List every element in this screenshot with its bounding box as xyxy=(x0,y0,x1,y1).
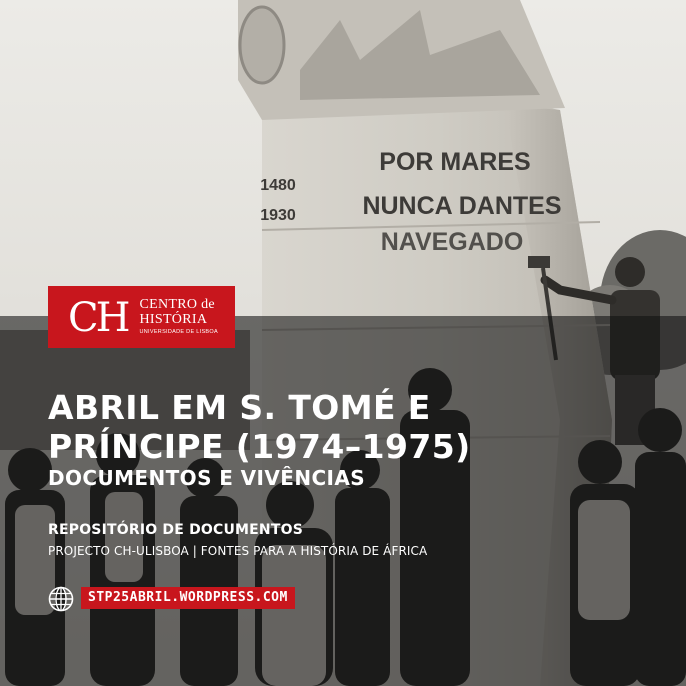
page-title: ABRIL EM S. TOMÉ E PRÍNCIPE (1974–1975) xyxy=(48,388,471,466)
logo-line-2: HISTÓRIA xyxy=(139,312,208,328)
page-subtitle: DOCUMENTOS E VIVÊNCIAS xyxy=(48,466,366,490)
monument-inscription-3: NAVEGADO xyxy=(380,228,524,256)
dark-overlay xyxy=(0,316,686,686)
monument-inscription-2: NUNCA DANTES xyxy=(362,192,562,220)
logo-wordmark xyxy=(140,298,218,336)
monument-year-end: 1930 xyxy=(260,207,296,224)
logo-mark: CH xyxy=(68,295,128,341)
logo-line-3: UNIVERSIDADE DE LISBOA xyxy=(139,329,218,336)
monument-year-start: 1480 xyxy=(260,177,296,194)
repository-subtitle: PROJECTO CH-ULISBOA | FONTES PARA A HISTÓRIA DE ÁFRICA xyxy=(48,544,428,558)
centro-de-historia-logo xyxy=(48,286,235,348)
coat-of-arms-relief xyxy=(240,7,284,83)
website-link[interactable]: STP25ABRIL.WORDPRESS.COM xyxy=(81,587,295,609)
monument-inscription-1: POR MARES xyxy=(379,148,531,176)
logo-line-1: CENTRO de xyxy=(139,297,215,313)
repository-title: REPOSITÓRIO DE DOCUMENTOS xyxy=(48,522,303,538)
globe-icon xyxy=(48,586,74,612)
